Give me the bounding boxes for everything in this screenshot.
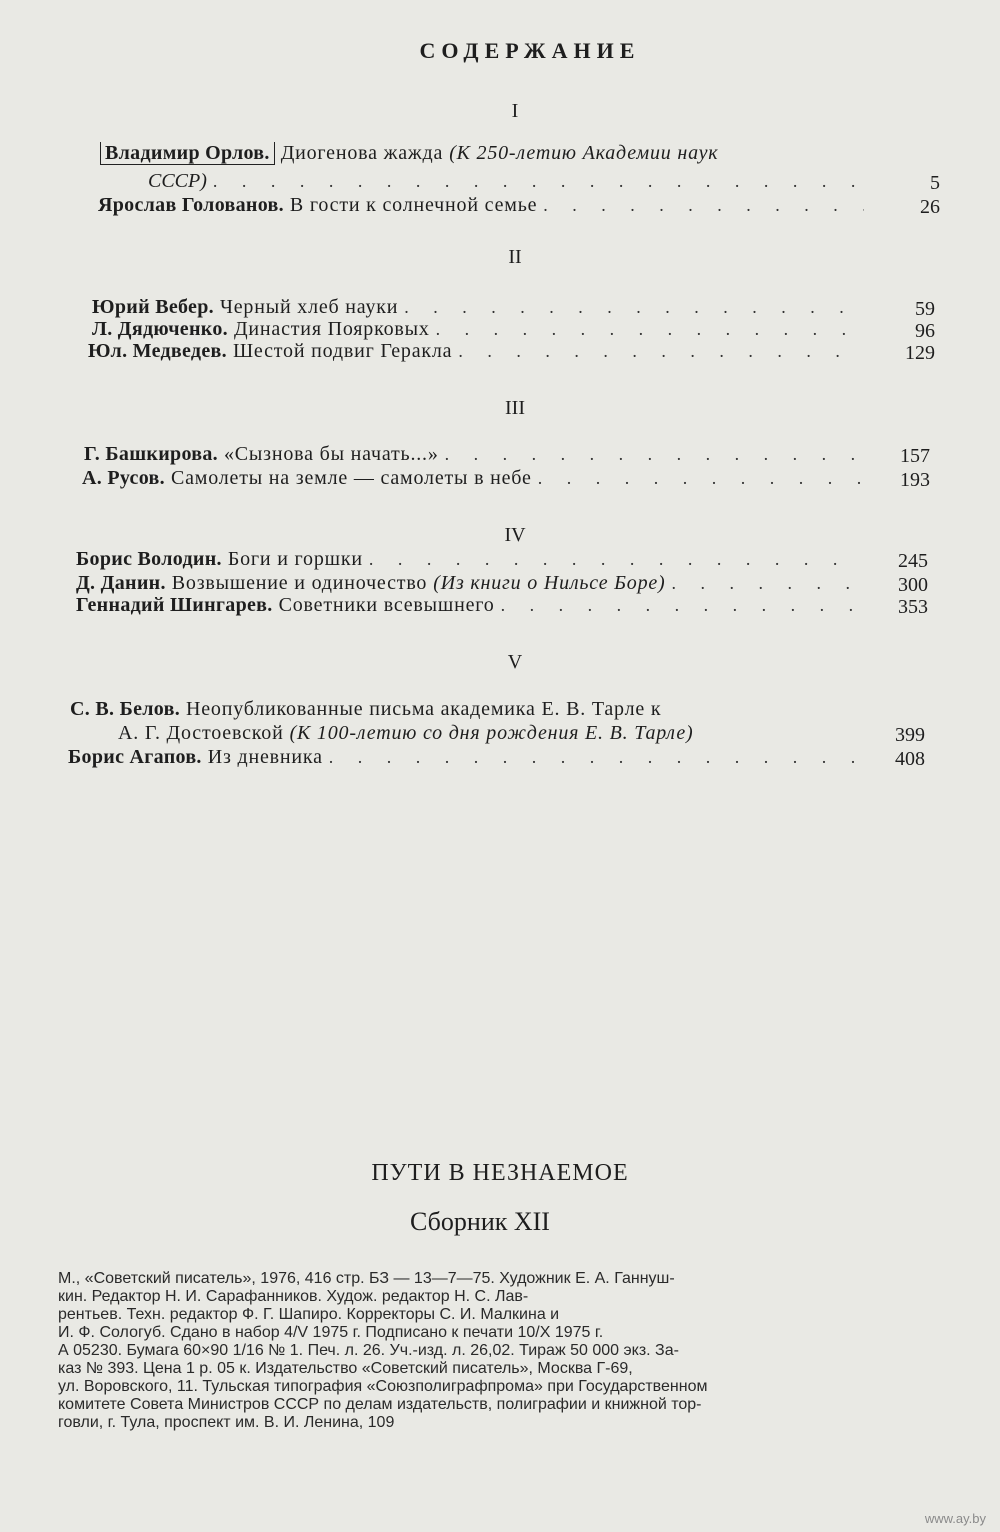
entry-title: Диогенова жажда (280, 142, 444, 164)
entry-note: (К 100-летию со дня рождения Е. В. Тарле) (289, 722, 694, 744)
section-numeral: II (508, 246, 522, 268)
imprint-line: комитете Совета Министров СССР по делам издательств, полиграфии и книжной тор- (58, 1396, 702, 1413)
entry-author: С. В. Белов. (70, 698, 181, 720)
entry-title: Династия Поярковых (233, 318, 430, 340)
entry-title-cont: А. Г. Достоевской (118, 722, 284, 744)
leader-dots (213, 170, 864, 192)
entry-title: Самолеты на земле — самолеты в небе (170, 467, 532, 489)
entry-author: Юрий Вебер. (92, 296, 214, 318)
entry-title: Черный хлеб науки (219, 296, 399, 318)
leader-dots (501, 594, 860, 616)
entry-note: (К 250-летию Академии наук (449, 142, 719, 164)
section-numeral: IV (504, 524, 526, 546)
entry-page: 399 (895, 724, 925, 746)
leader-dots (458, 340, 862, 362)
entry-author: Г. Башкирова. (84, 443, 218, 465)
entry-author: Владимир Орлов. (100, 142, 275, 165)
entry-title: Возвышение и одиночество (171, 572, 428, 594)
imprint-block (58, 1270, 918, 1432)
entry-author: Борис Агапов. (68, 746, 202, 768)
entry-page: 157 (900, 445, 930, 467)
entry-title: Советники всевышнего (278, 594, 495, 616)
leader-dots (672, 572, 860, 594)
entry-author: Л. Дядюченко. (92, 318, 228, 340)
imprint-line: каз № 393. Цена 1 р. 05 к. Издательство «Советский писатель», Москва Г-69, (58, 1360, 633, 1377)
entry-page: 96 (915, 320, 935, 342)
entry-page: 245 (898, 550, 928, 572)
entry-page: 59 (915, 298, 935, 320)
imprint-line: кин. Редактор Н. И. Сарафанников. Худож. редактор Н. С. Лав- (58, 1288, 529, 1305)
leader-dots (445, 443, 860, 465)
leader-dots (369, 548, 860, 570)
imprint-line: говли, г. Тула, проспект им. В. И. Ленина, 109 (58, 1414, 395, 1431)
section-numeral: III (505, 397, 525, 419)
entry-title: Неопубликованные письма академика Е. В. Тарле к (186, 698, 662, 720)
entry-note: (Из книги о Нильсе Боре) (433, 572, 666, 594)
watermark: www.ay.by (924, 1511, 986, 1526)
imprint-line: М., «Советский писатель», 1976, 416 стр. БЗ — 13—7—75. Художник Е. А. Ганнуш- (58, 1270, 675, 1287)
entry-page: 408 (895, 748, 925, 770)
book-title: ПУТИ В НЕЗНАЕМОЕ (371, 1160, 629, 1186)
leader-dots (404, 296, 862, 318)
entry-title: «Сызнова бы начать...» (223, 443, 439, 465)
entry-author: А. Русов. (82, 467, 165, 489)
book-subtitle: Сборник XII (410, 1207, 550, 1236)
entry-page: 300 (898, 574, 928, 596)
entry-page: 5 (930, 172, 940, 194)
section-numeral: I (511, 100, 519, 122)
entry-author: Юл. Медведев. (88, 340, 227, 362)
imprint-line: рентьев. Техн. редактор Ф. Г. Шапиро. Корректоры С. И. Малкина и (58, 1306, 560, 1323)
entry-author: Д. Данин. (76, 572, 166, 594)
entry-title: Боги и горшки (227, 548, 363, 570)
contents-heading: СОДЕРЖАНИЕ (419, 38, 641, 63)
section-numeral: V (507, 651, 523, 673)
entry-page: 353 (898, 596, 928, 618)
imprint-line: ул. Воровского, 11. Тульская типография «Союзполиграфпрома» при Государственном (58, 1378, 708, 1395)
leader-dots (329, 746, 854, 768)
leader-dots (538, 467, 860, 489)
imprint-line: А 05230. Бумага 60×90 1/16 № 1. Печ. л. 26. Уч.-изд. л. 26,02. Тираж 50 000 экз. За- (58, 1342, 679, 1359)
entry-author: Борис Володин. (76, 548, 222, 570)
entry-page: 193 (900, 469, 930, 491)
entry-note-cont: СССР) (148, 170, 207, 192)
entry-page: 26 (920, 196, 940, 218)
entry-title: Из дневника (207, 746, 323, 768)
entry-author: Ярослав Голованов. (98, 194, 284, 216)
leader-dots (436, 318, 862, 340)
entry-title: Шестой подвиг Геракла (232, 340, 453, 362)
entry-author: Геннадий Шингарев. (76, 594, 273, 616)
leader-dots (543, 194, 864, 216)
entry-title: В гости к солнечной семье (289, 194, 538, 216)
imprint-line: И. Ф. Сологуб. Сдано в набор 4/V 1975 г. Подписано к печати 10/X 1975 г. (58, 1324, 604, 1341)
entry-page: 129 (905, 342, 935, 364)
